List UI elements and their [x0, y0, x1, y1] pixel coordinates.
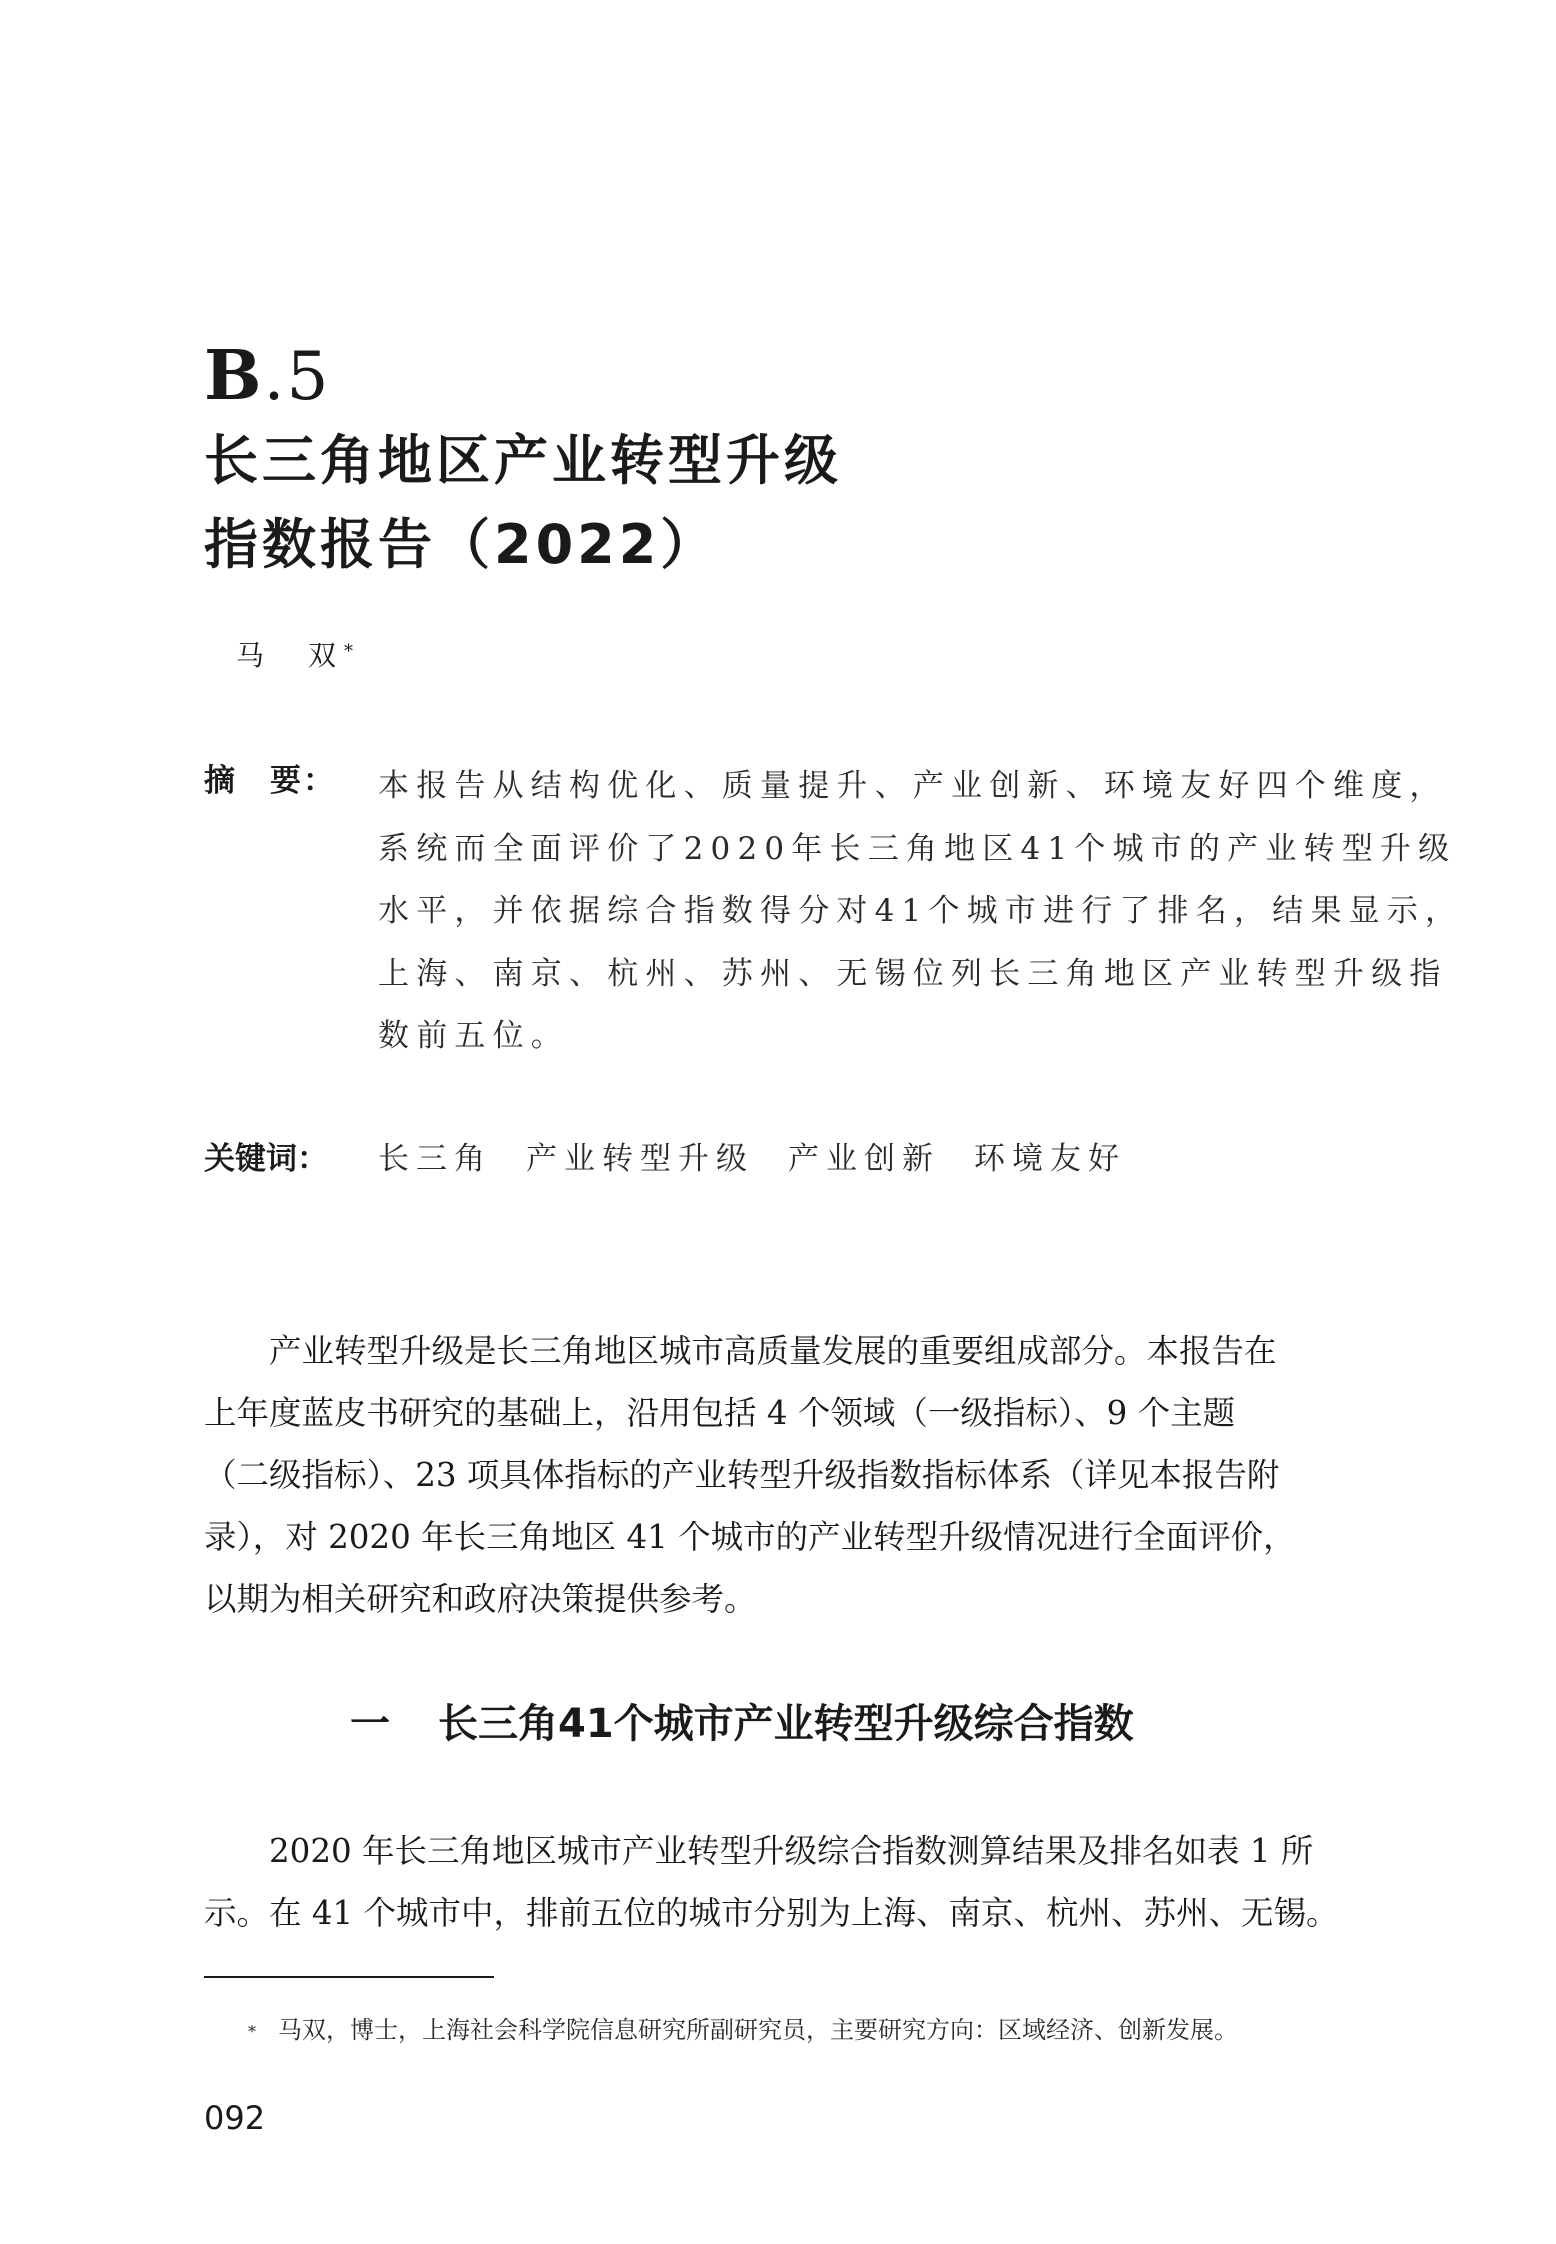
footnote-divider — [204, 1976, 494, 1978]
paragraph-line: 以期为相关研究和政府决策提供参考。 — [204, 1580, 757, 1618]
page-number: 092 — [204, 2099, 266, 2137]
section-title: 长三角41个城市产业转型升级综合指数 — [438, 1701, 1134, 1747]
footnote-mark: * — [248, 2021, 256, 2041]
keyword: 长三角 — [378, 1141, 492, 1177]
author — [236, 636, 353, 676]
author-footnote-mark: * — [344, 641, 354, 662]
paragraph-line: 2020 年长三角地区城市产业转型升级综合指数测算结果及排名如表 1 所 — [204, 1832, 1314, 1870]
abstract-label: 摘 要： — [204, 763, 336, 799]
chapter-letter: B — [204, 336, 264, 416]
paragraph-line: 产业转型升级是长三角地区城市高质量发展的重要组成部分。本报告在 — [204, 1332, 1277, 1370]
keyword: 产业转型升级 — [526, 1141, 754, 1177]
section-paragraph — [204, 1820, 1360, 1944]
abstract-line: 上海、南京、杭州、苏州、无锡位列长三角地区产业转型升级指 — [378, 955, 1448, 992]
chapter-digit: .5 — [263, 338, 331, 415]
paragraph-line: 上年度蓝皮书研究的基础上，沿用包括 4 个领域（一级指标）、9 个主题 — [204, 1394, 1236, 1432]
abstract-text — [378, 755, 1464, 1068]
author-name: 马 双 — [236, 639, 345, 672]
abstract-line: 数前五位。 — [378, 1018, 569, 1054]
section-number: 一 — [350, 1701, 390, 1747]
keywords-label: 关键词： — [204, 1141, 328, 1177]
keyword: 环境友好 — [974, 1141, 1126, 1177]
abstract-line: 系统而全面评价了2020年长三角地区41个城市的产业转型升级 — [378, 830, 1457, 867]
footnote — [248, 2012, 1238, 2050]
section-heading — [350, 1696, 1134, 1752]
paragraph-line: 示。在 41 个城市中，排前五位的城市分别为上海、南京、杭州、苏州、无锡。 — [204, 1894, 1339, 1932]
footnote-text: 马双，博士，上海社会科学院信息研究所副研究员，主要研究方向：区域经济、创新发展。 — [278, 2016, 1238, 2044]
paragraph-line: 录），对 2020 年长三角地区 41 个城市的产业转型升级情况进行全面评价， — [204, 1518, 1296, 1556]
paragraph-line: （二级指标）、23 项具体指标的产业转型升级指数指标体系（详见本报告附 — [204, 1456, 1280, 1494]
keyword: 产业创新 — [788, 1141, 940, 1177]
chapter-number — [204, 338, 330, 415]
title-line-1: 长三角地区产业转型升级 — [204, 429, 842, 492]
title-line-2: 指数报告（2022） — [204, 513, 719, 576]
abstract-line: 水平，并依据综合指数得分对41个城市进行了排名，结果显示， — [378, 893, 1464, 929]
intro-paragraph — [204, 1320, 1360, 1630]
keywords-list — [378, 1136, 1160, 1182]
abstract-line: 本报告从结构优化、质量提升、产业创新、环境友好四个维度， — [378, 768, 1448, 804]
